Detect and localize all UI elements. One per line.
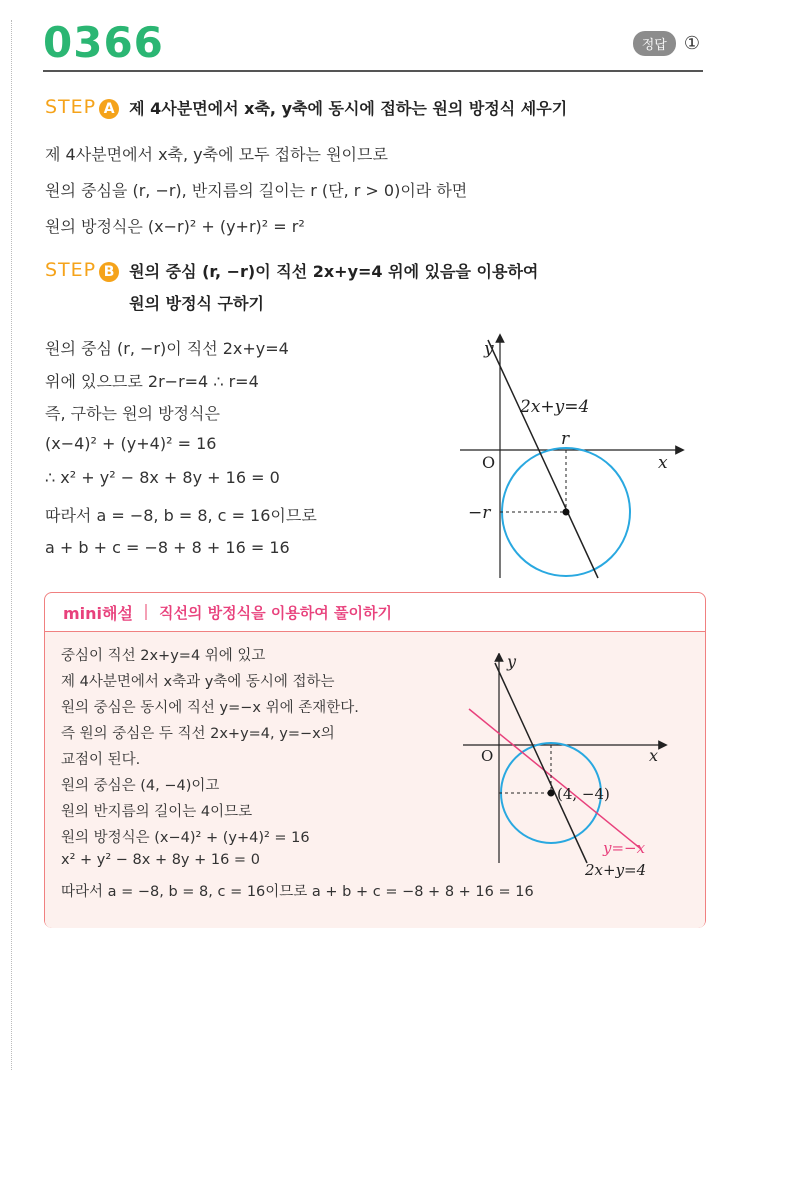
step-b-line-3: 즉, 구하는 원의 방정식은	[45, 404, 220, 423]
answer-badge: 정답	[633, 31, 676, 56]
r-label: r	[561, 429, 570, 449]
mini-title: 직선의 방정식을 이용하여 풀이하기	[158, 603, 392, 622]
step-a-line-3: 원의 방정식은 (x−r)² + (y+r)² = r²	[45, 217, 305, 236]
step-a-line-1: 제 4사분면에서 x축, y축에 모두 접하는 원이므로	[45, 145, 388, 164]
mini-line-10: 따라서 a = −8, b = 8, c = 16이므로 a + b + c = −8 + 8 + 16 = 16	[61, 884, 534, 900]
answer-value: ①	[683, 33, 700, 54]
circle-graph-1	[460, 330, 690, 582]
header-rule	[43, 70, 703, 72]
step-b-heading	[45, 259, 538, 317]
y-axis-label: y	[507, 653, 517, 671]
mini-line-4: 즉 원의 중심은 두 직선 2x+y=4, y=−x의	[61, 726, 335, 742]
step-b-line-6: 따라서 a = −8, b = 8, c = 16이므로	[45, 506, 317, 525]
step-b-badge: B	[99, 262, 119, 282]
line-2x-plus-y-4	[495, 663, 587, 863]
step-a-heading	[45, 96, 567, 122]
line-label: 2x+y=4	[520, 397, 590, 417]
step-b-title-line-1: 원의 중심 (r, −r)이 직선 2x+y=4 위에 있음을 이용하여	[129, 262, 539, 281]
line-2x-plus-y-4	[488, 340, 598, 578]
center-point	[563, 509, 570, 516]
step-a-badge: A	[99, 99, 119, 119]
circle-graph-2	[463, 653, 699, 879]
origin-label: O	[482, 453, 496, 472]
step-b-line-2: 위에 있으므로 2r−r=4 ∴ r=4	[45, 372, 259, 391]
center-point	[548, 790, 555, 797]
step-a-title: 제 4사분면에서 x축, y축에 동시에 접하는 원의 방정식 세우기	[129, 99, 568, 118]
step-b-title-line-2: 원의 방정식 구하기	[129, 294, 264, 313]
mini-line-1: 중심이 직선 2x+y=4 위에 있고	[61, 648, 266, 664]
mini-line-3: 원의 중심은 동시에 직선 y=−x 위에 존재한다.	[61, 700, 359, 716]
mini-header	[45, 593, 705, 631]
mini-line-5: 교점이 된다.	[61, 752, 141, 768]
step-b-line-4: (x−4)² + (y+4)² = 16	[45, 434, 217, 453]
answer	[633, 31, 700, 56]
step-b-line-1: 원의 중심 (r, −r)이 직선 2x+y=4	[45, 339, 289, 358]
x-axis-label: x	[649, 746, 659, 765]
step-a-line-2: 원의 중심을 (r, −r), 반지름의 길이는 r (단, r > 0)이라 하면	[45, 181, 468, 200]
y-axis-label: y	[484, 339, 494, 359]
mini-label: mini해설	[63, 603, 133, 623]
page-edge-dotted-line	[11, 20, 12, 1070]
step-a-word: STEP	[45, 96, 97, 118]
center-label: (4, −4)	[557, 785, 610, 803]
neg-r-label: −r	[468, 503, 491, 523]
mini-explanation-box	[44, 592, 706, 928]
mini-line-9: x² + y² − 8x + 8y + 16 = 0	[61, 852, 260, 868]
step-b-word: STEP	[45, 259, 97, 281]
mini-line-8: 원의 방정식은 (x−4)² + (y+4)² = 16	[61, 830, 310, 846]
step-b-line-5: ∴ x² + y² − 8x + 8y + 16 = 0	[45, 468, 280, 487]
step-b-line-7: a + b + c = −8 + 8 + 16 = 16	[45, 538, 290, 557]
line1-label: y=−x	[603, 839, 646, 857]
origin-label: O	[481, 747, 494, 765]
mini-line-7: 원의 반지름의 길이는 4이므로	[61, 804, 253, 820]
mini-line-6: 원의 중심은 (4, −4)이고	[61, 778, 220, 794]
x-axis-label: x	[658, 453, 668, 473]
line-y-neg-x	[469, 709, 641, 849]
mini-line-2: 제 4사분면에서 x축과 y축에 동시에 접하는	[61, 674, 335, 690]
mini-separator	[145, 604, 147, 620]
line2-label: 2x+y=4	[585, 861, 647, 879]
problem-number: 0366	[43, 18, 164, 67]
